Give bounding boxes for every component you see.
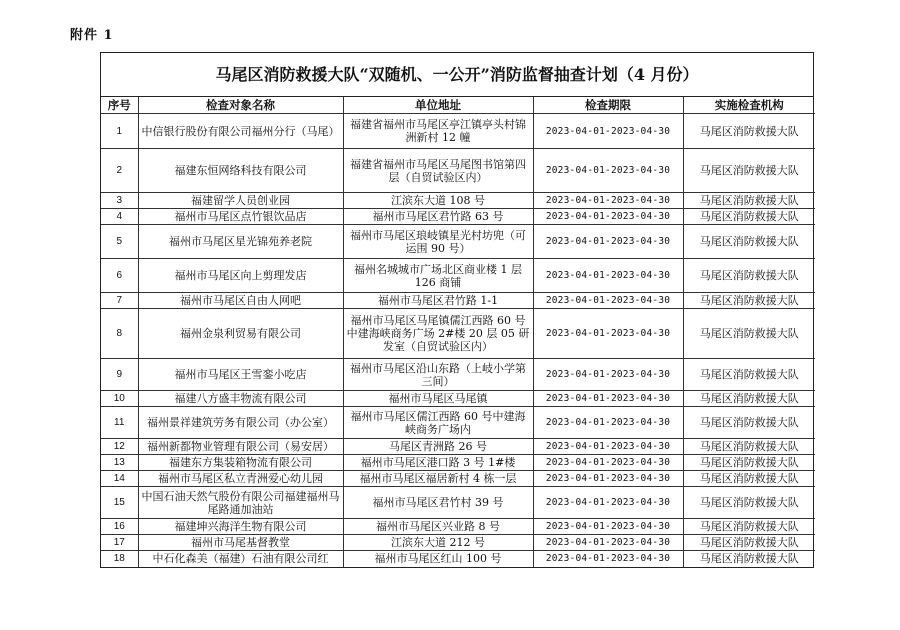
row-address: 福建省福州市马尾区亭江镇亭头村锦洲新村 12 幢: [343, 114, 533, 149]
row-index: 15: [101, 487, 138, 519]
row-index: 10: [101, 391, 138, 407]
row-period: 2023-04-01-2023-04-30: [533, 535, 683, 551]
inspection-plan-sheet: [100, 52, 814, 568]
row-address: 福州市马尾区君竹路 1-1: [343, 293, 533, 309]
row-address: 福州市马尾区兴业路 8 号: [343, 519, 533, 535]
row-name: 福州市马尾区向上剪理发店: [138, 259, 343, 293]
table-row: [101, 455, 815, 471]
row-agency: 马尾区消防救援大队: [683, 114, 815, 149]
row-index: 9: [101, 359, 138, 391]
row-index: 3: [101, 193, 138, 209]
row-agency: 马尾区消防救援大队: [683, 209, 815, 225]
row-index: 2: [101, 149, 138, 193]
row-agency: 马尾区消防救援大队: [683, 193, 815, 209]
row-period: 2023-04-01-2023-04-30: [533, 149, 683, 193]
row-index: 5: [101, 225, 138, 259]
row-agency: 马尾区消防救援大队: [683, 519, 815, 535]
row-agency: 马尾区消防救援大队: [683, 471, 815, 487]
row-index: 16: [101, 519, 138, 535]
row-period: 2023-04-01-2023-04-30: [533, 551, 683, 567]
row-name: 福州市马尾区点竹银饮品店: [138, 209, 343, 225]
row-period: 2023-04-01-2023-04-30: [533, 407, 683, 439]
row-index: 13: [101, 455, 138, 471]
row-name: 福建八方盛丰物流有限公司: [138, 391, 343, 407]
row-agency: 马尾区消防救援大队: [683, 259, 815, 293]
row-period: 2023-04-01-2023-04-30: [533, 114, 683, 149]
header-agency: 实施检查机构: [683, 97, 815, 114]
row-agency: 马尾区消防救援大队: [683, 535, 815, 551]
row-period: 2023-04-01-2023-04-30: [533, 439, 683, 455]
row-index: 6: [101, 259, 138, 293]
row-period: 2023-04-01-2023-04-30: [533, 259, 683, 293]
inspection-table: [101, 97, 815, 567]
row-name: 中信银行股份有限公司福州分行（马尾）: [138, 114, 343, 149]
table-header-row: [101, 97, 815, 114]
row-index: 7: [101, 293, 138, 309]
row-address: 福州市马尾区红山 100 号: [343, 551, 533, 567]
row-agency: 马尾区消防救援大队: [683, 149, 815, 193]
row-address: 福州市马尾区君竹路 63 号: [343, 209, 533, 225]
table-row: [101, 225, 815, 259]
row-index: 1: [101, 114, 138, 149]
table-row: [101, 359, 815, 391]
table-row: [101, 407, 815, 439]
table-row: [101, 193, 815, 209]
row-name: 福州市马尾基督教堂: [138, 535, 343, 551]
row-index: 4: [101, 209, 138, 225]
row-agency: 马尾区消防救援大队: [683, 407, 815, 439]
row-agency: 马尾区消防救援大队: [683, 391, 815, 407]
table-row: [101, 149, 815, 193]
header-index: 序号: [101, 97, 138, 114]
row-address: 马尾区青洲路 26 号: [343, 439, 533, 455]
row-address: 福州市马尾区琅岐镇星光村坊兜（可运围 90 号）: [343, 225, 533, 259]
row-name: 福州金泉利贸易有限公司: [138, 309, 343, 359]
row-address: 江滨东大道 212 号: [343, 535, 533, 551]
row-index: 12: [101, 439, 138, 455]
row-period: 2023-04-01-2023-04-30: [533, 471, 683, 487]
table-row: [101, 551, 815, 567]
table-row: [101, 293, 815, 309]
row-agency: 马尾区消防救援大队: [683, 551, 815, 567]
table-row: [101, 309, 815, 359]
row-name: 福州市马尾区自由人网吧: [138, 293, 343, 309]
row-period: 2023-04-01-2023-04-30: [533, 209, 683, 225]
row-index: 11: [101, 407, 138, 439]
row-period: 2023-04-01-2023-04-30: [533, 359, 683, 391]
row-agency: 马尾区消防救援大队: [683, 487, 815, 519]
row-name: 中石化森美（福建）石油有限公司红: [138, 551, 343, 567]
row-period: 2023-04-01-2023-04-30: [533, 391, 683, 407]
row-address: 福州市马尾区马尾镇儒江西路 60 号中建海峡商务广场 2#楼 20 层 05 研发室（自贸试验区内）: [343, 309, 533, 359]
table-row: [101, 487, 815, 519]
row-period: 2023-04-01-2023-04-30: [533, 293, 683, 309]
row-agency: 马尾区消防救援大队: [683, 293, 815, 309]
row-name: 中国石油天然气股份有限公司福建福州马尾路通加油站: [138, 487, 343, 519]
row-period: 2023-04-01-2023-04-30: [533, 487, 683, 519]
table-row: [101, 519, 815, 535]
row-address: 福州名城城市广场北区商业楼 1 层 126 商铺: [343, 259, 533, 293]
row-address: 福州市马尾区港口路 3 号 1#楼: [343, 455, 533, 471]
row-name: 福州市马尾区私立青洲爱心幼儿园: [138, 471, 343, 487]
table-row: [101, 471, 815, 487]
row-agency: 马尾区消防救援大队: [683, 455, 815, 471]
row-agency: 马尾区消防救援大队: [683, 439, 815, 455]
row-name: 福州市马尾区星光锦苑养老院: [138, 225, 343, 259]
row-period: 2023-04-01-2023-04-30: [533, 193, 683, 209]
table-row: [101, 259, 815, 293]
row-name: 福州景祥建筑劳务有限公司（办公室）: [138, 407, 343, 439]
row-address: 福州市马尾区沿山东路（上岐小学第三间）: [343, 359, 533, 391]
row-name: 福建东恒网络科技有限公司: [138, 149, 343, 193]
row-name: 福建东方集装箱物流有限公司: [138, 455, 343, 471]
row-address: 福州市马尾区君竹村 39 号: [343, 487, 533, 519]
row-agency: 马尾区消防救援大队: [683, 309, 815, 359]
row-name: 福建坤兴海洋生物有限公司: [138, 519, 343, 535]
header-period: 检查期限: [533, 97, 683, 114]
row-index: 17: [101, 535, 138, 551]
row-index: 8: [101, 309, 138, 359]
row-address: 福州市马尾区马尾镇: [343, 391, 533, 407]
table-row: [101, 209, 815, 225]
row-period: 2023-04-01-2023-04-30: [533, 519, 683, 535]
row-index: 14: [101, 471, 138, 487]
row-address: 福州市马尾区福居新村 4 栋一层: [343, 471, 533, 487]
row-name: 福州新都物业管理有限公司（易安居）: [138, 439, 343, 455]
attachment-label: 附件 1: [70, 28, 114, 43]
document-title: 马尾区消防救援大队“双随机、一公开”消防监督抽查计划（4 月份）: [101, 53, 813, 97]
table-row: [101, 391, 815, 407]
row-index: 18: [101, 551, 138, 567]
row-address: 福州市马尾区儒江西路 60 号中建海峡商务广场内: [343, 407, 533, 439]
row-name: 福州市马尾区王雪銮小吃店: [138, 359, 343, 391]
row-period: 2023-04-01-2023-04-30: [533, 309, 683, 359]
row-period: 2023-04-01-2023-04-30: [533, 225, 683, 259]
table-row: [101, 439, 815, 455]
header-address: 单位地址: [343, 97, 533, 114]
row-agency: 马尾区消防救援大队: [683, 359, 815, 391]
row-agency: 马尾区消防救援大队: [683, 225, 815, 259]
table-row: [101, 535, 815, 551]
header-name: 检查对象名称: [138, 97, 343, 114]
row-period: 2023-04-01-2023-04-30: [533, 455, 683, 471]
row-address: 江滨东大道 108 号: [343, 193, 533, 209]
row-address: 福建省福州市马尾区马尾图书馆第四层（自贸试验区内）: [343, 149, 533, 193]
table-row: [101, 114, 815, 149]
row-name: 福建留学人员创业园: [138, 193, 343, 209]
